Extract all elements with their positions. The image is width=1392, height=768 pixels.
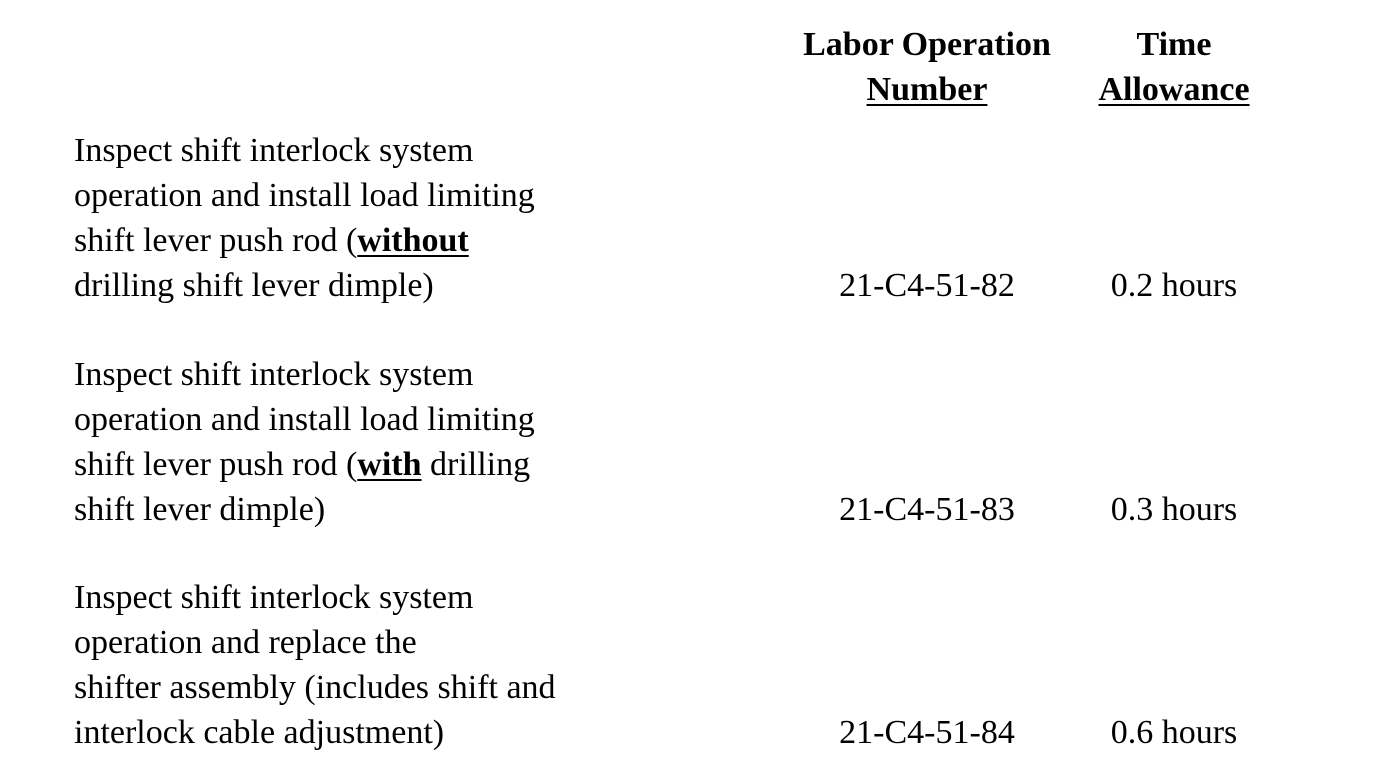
labor-operation-header-line2: Number (866, 71, 988, 108)
emphasis-text: without (357, 222, 469, 259)
description-line (74, 218, 535, 263)
time-allowance-value: 0.6 hours (1110, 714, 1238, 751)
description-line: drilling shift lever dimple) (74, 267, 434, 304)
description-line: shifter assembly (includes shift and (74, 669, 556, 706)
description-line: Inspect shift interlock system (74, 579, 474, 616)
description-line: interlock cable adjustment) (74, 714, 445, 751)
labor-operation-header (782, 22, 1072, 112)
time-allowance-header-line1: Time (1136, 26, 1212, 63)
time-allowance-header-line2: Allowance (1098, 71, 1250, 108)
description-line (74, 442, 535, 487)
operation-description (74, 575, 556, 755)
description-line: operation and replace the (74, 624, 417, 661)
emphasis-text: with (357, 446, 422, 483)
operation-description (74, 128, 535, 308)
description-line: operation and install load limiting (74, 401, 535, 438)
time-allowance-header (1064, 22, 1284, 112)
time-allowance-value: 0.3 hours (1110, 491, 1238, 528)
description-line: shift lever dimple) (74, 491, 326, 528)
description-line: Inspect shift interlock system (74, 356, 474, 393)
time-allowance-value: 0.2 hours (1110, 267, 1238, 304)
labor-operation-header-line1: Labor Operation (803, 26, 1051, 63)
description-text: shift lever push rod ( (74, 446, 358, 483)
description-text: shift lever push rod ( (74, 222, 358, 259)
labor-operation-number: 21-C4-51-84 (839, 714, 1015, 751)
description-text: drilling (421, 446, 531, 483)
description-line: Inspect shift interlock system (74, 132, 474, 169)
labor-operation-number: 21-C4-51-83 (839, 491, 1015, 528)
labor-operation-number: 21-C4-51-82 (839, 267, 1015, 304)
description-line: operation and install load limiting (74, 177, 535, 214)
operation-description (74, 352, 535, 532)
